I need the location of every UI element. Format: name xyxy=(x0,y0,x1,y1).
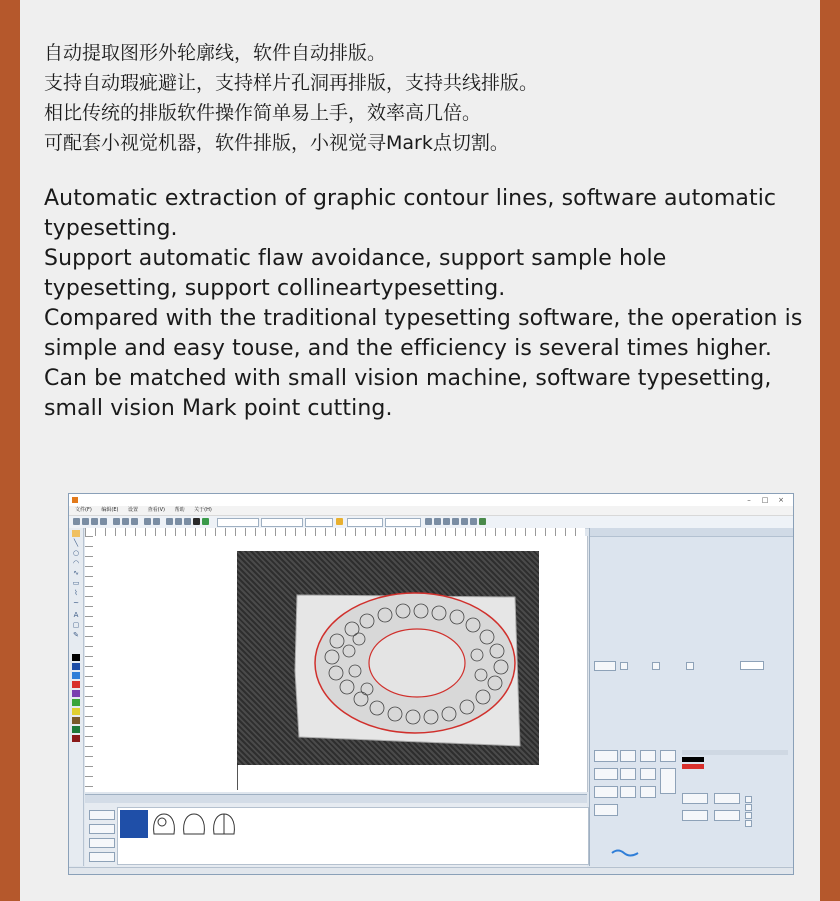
menu-edit[interactable]: 编辑(E) xyxy=(101,507,119,513)
canvas-guide xyxy=(237,765,238,790)
auto-nest-button[interactable] xyxy=(594,750,618,762)
file-button[interactable] xyxy=(682,810,708,821)
redo-icon[interactable] xyxy=(153,518,160,525)
en-line-5: Compared with the traditional typesetting software, the operation is xyxy=(44,306,803,331)
ungroup-icon[interactable] xyxy=(461,518,468,525)
zoom-in-icon[interactable] xyxy=(166,518,173,525)
save-icon[interactable] xyxy=(91,518,98,525)
height-field[interactable] xyxy=(385,518,421,527)
product-card xyxy=(20,0,820,901)
layer-red[interactable] xyxy=(682,764,704,769)
en-line-4: typesetting, support collineartypesetting. xyxy=(44,276,506,301)
option-checkbox-3[interactable] xyxy=(686,662,694,670)
select-sample-button[interactable] xyxy=(89,838,115,848)
node-icon[interactable] xyxy=(470,518,477,525)
drawing-toolbox xyxy=(69,528,84,866)
jog-button-5[interactable] xyxy=(620,786,636,798)
nest-settings-button[interactable] xyxy=(89,852,115,862)
nest-icon[interactable] xyxy=(479,518,486,525)
thumbnail-4[interactable] xyxy=(210,810,238,838)
delete-icon[interactable] xyxy=(193,518,200,525)
jog-button-3[interactable] xyxy=(620,768,636,780)
recognize-button[interactable] xyxy=(594,768,618,780)
material-photo xyxy=(237,551,539,765)
polyline-icon[interactable]: ⌇ xyxy=(74,589,78,597)
copy-icon[interactable] xyxy=(122,518,129,525)
layer-black[interactable] xyxy=(682,757,704,762)
app-icon xyxy=(72,497,78,503)
en-line-6: simple and easy touse, and the efficiency is several times higher. xyxy=(44,336,772,361)
jog-button-1[interactable] xyxy=(620,750,636,762)
option-checkbox-1[interactable] xyxy=(620,662,628,670)
color-swatch-maroon[interactable] xyxy=(72,735,80,742)
line-icon[interactable]: ╲ xyxy=(73,539,79,547)
speed-button[interactable] xyxy=(660,768,676,794)
param-checkbox-3[interactable] xyxy=(745,812,752,819)
nest-panel xyxy=(85,794,587,867)
arc-icon[interactable]: ◠ xyxy=(72,559,80,567)
color-swatch-navy[interactable] xyxy=(72,663,80,670)
en-line-1: Automatic extraction of graphic contour lines, software automatic xyxy=(44,186,777,211)
color-swatch-darkgreen[interactable] xyxy=(72,726,80,733)
curve-icon[interactable]: ∿ xyxy=(73,569,79,577)
mode-select[interactable] xyxy=(740,661,764,670)
generate-sample-button[interactable] xyxy=(89,810,115,820)
close-button[interactable]: × xyxy=(778,496,784,504)
start-button[interactable] xyxy=(594,786,618,798)
english-description xyxy=(44,184,804,424)
cn-line-2: 支持自动瑕疵避让，支持样片孔洞再排版，支持共线排版。 xyxy=(44,72,539,94)
menu-help[interactable]: 帮助 xyxy=(174,507,185,513)
param-checkbox-1[interactable] xyxy=(745,796,752,803)
jog-button-2[interactable] xyxy=(640,750,656,762)
cn-line-3: 相比传统的排版软件操作简单易上手，效率高几倍。 xyxy=(44,102,482,124)
stop-button[interactable] xyxy=(594,804,618,816)
en-line-7: Can be matched with small vision machine, software typesetting, xyxy=(44,366,772,391)
thumbnail-3[interactable] xyxy=(180,810,208,838)
width-field[interactable] xyxy=(347,518,383,527)
paste-icon[interactable] xyxy=(131,518,138,525)
wave-icon[interactable]: ~ xyxy=(73,599,79,607)
nest-panel-header xyxy=(85,795,587,803)
pen-icon[interactable]: ✎ xyxy=(73,631,79,639)
group-icon[interactable] xyxy=(452,518,459,525)
undo-icon[interactable] xyxy=(144,518,151,525)
image-icon[interactable] xyxy=(202,518,209,525)
option-checkbox-2[interactable] xyxy=(652,662,660,670)
maximize-button[interactable]: □ xyxy=(761,496,769,504)
camera-panel-header xyxy=(590,528,793,537)
layer-table-header xyxy=(682,750,788,755)
capture-button[interactable] xyxy=(594,661,616,671)
set-origin-button[interactable] xyxy=(682,793,708,804)
circle-icon[interactable]: ○ xyxy=(72,549,80,557)
color-swatch-black[interactable] xyxy=(72,654,80,661)
en-line-8: small vision Mark point cutting. xyxy=(44,396,393,421)
y-coord-field[interactable] xyxy=(261,518,303,527)
color-swatch-red[interactable] xyxy=(72,681,80,688)
thumbnail-selected[interactable] xyxy=(120,810,148,838)
color-swatch-green[interactable] xyxy=(72,699,80,706)
align-icon[interactable] xyxy=(425,518,432,525)
minimize-button[interactable]: – xyxy=(747,496,751,504)
color-swatch-brown[interactable] xyxy=(72,717,80,724)
color-swatch-blue[interactable] xyxy=(72,672,80,679)
sample-thumbnails xyxy=(117,807,589,865)
rotate-icon[interactable] xyxy=(434,518,441,525)
thumbnail-2[interactable] xyxy=(150,810,178,838)
text-icon[interactable]: A xyxy=(73,611,79,619)
menu-bar xyxy=(69,506,793,516)
status-bar xyxy=(69,867,793,874)
zoom-out-icon[interactable] xyxy=(175,518,182,525)
brand-logo xyxy=(610,848,640,858)
cn-line-4: 可配套小视觉机器，软件排版，小视觉寻Mark点切割。 xyxy=(44,132,509,154)
search-icon[interactable] xyxy=(184,518,191,525)
en-line-3: Support automatic flaw avoidance, support sample hole xyxy=(44,246,667,271)
window-controls xyxy=(741,494,789,506)
param-checkbox-2[interactable] xyxy=(745,804,752,811)
mirror-icon[interactable] xyxy=(443,518,450,525)
menu-settings[interactable]: 设置 xyxy=(128,507,139,513)
download-button[interactable] xyxy=(714,810,740,821)
x-coord-field[interactable] xyxy=(217,518,259,527)
open-file-icon[interactable] xyxy=(82,518,89,525)
pattern-sheet xyxy=(237,551,539,765)
en-line-2: typesetting. xyxy=(44,216,178,241)
menu-view[interactable]: 查看(V) xyxy=(147,507,165,513)
frame-button[interactable] xyxy=(714,793,740,804)
cut-icon[interactable] xyxy=(113,518,120,525)
print-icon[interactable] xyxy=(100,518,107,525)
param-checkbox-4[interactable] xyxy=(745,820,752,827)
jog-button-6[interactable] xyxy=(640,786,656,798)
menu-about[interactable]: 关于(H) xyxy=(194,507,212,513)
origin-button[interactable] xyxy=(660,750,676,762)
color-swatch-purple[interactable] xyxy=(72,690,80,697)
menu-file[interactable]: 文件(F) xyxy=(75,507,92,513)
right-panel xyxy=(589,528,793,866)
frame-icon[interactable]: ▢ xyxy=(72,621,80,629)
title-bar xyxy=(69,494,793,506)
cn-line-1: 自动提取图形外轮廓线，软件自动排版。 xyxy=(44,42,387,64)
chinese-description xyxy=(44,38,538,158)
jog-button-4[interactable] xyxy=(640,768,656,780)
import-sample-button[interactable] xyxy=(89,824,115,834)
software-screenshot xyxy=(68,493,794,875)
lock-icon[interactable] xyxy=(336,518,343,525)
color-swatch-yellow[interactable] xyxy=(72,708,80,715)
scale-field[interactable] xyxy=(305,518,333,527)
work-canvas[interactable] xyxy=(93,536,588,792)
inner-hole-contour xyxy=(369,629,465,697)
select-arrow-icon[interactable] xyxy=(72,530,80,537)
new-file-icon[interactable] xyxy=(73,518,80,525)
rect-icon[interactable]: ▭ xyxy=(72,579,80,587)
